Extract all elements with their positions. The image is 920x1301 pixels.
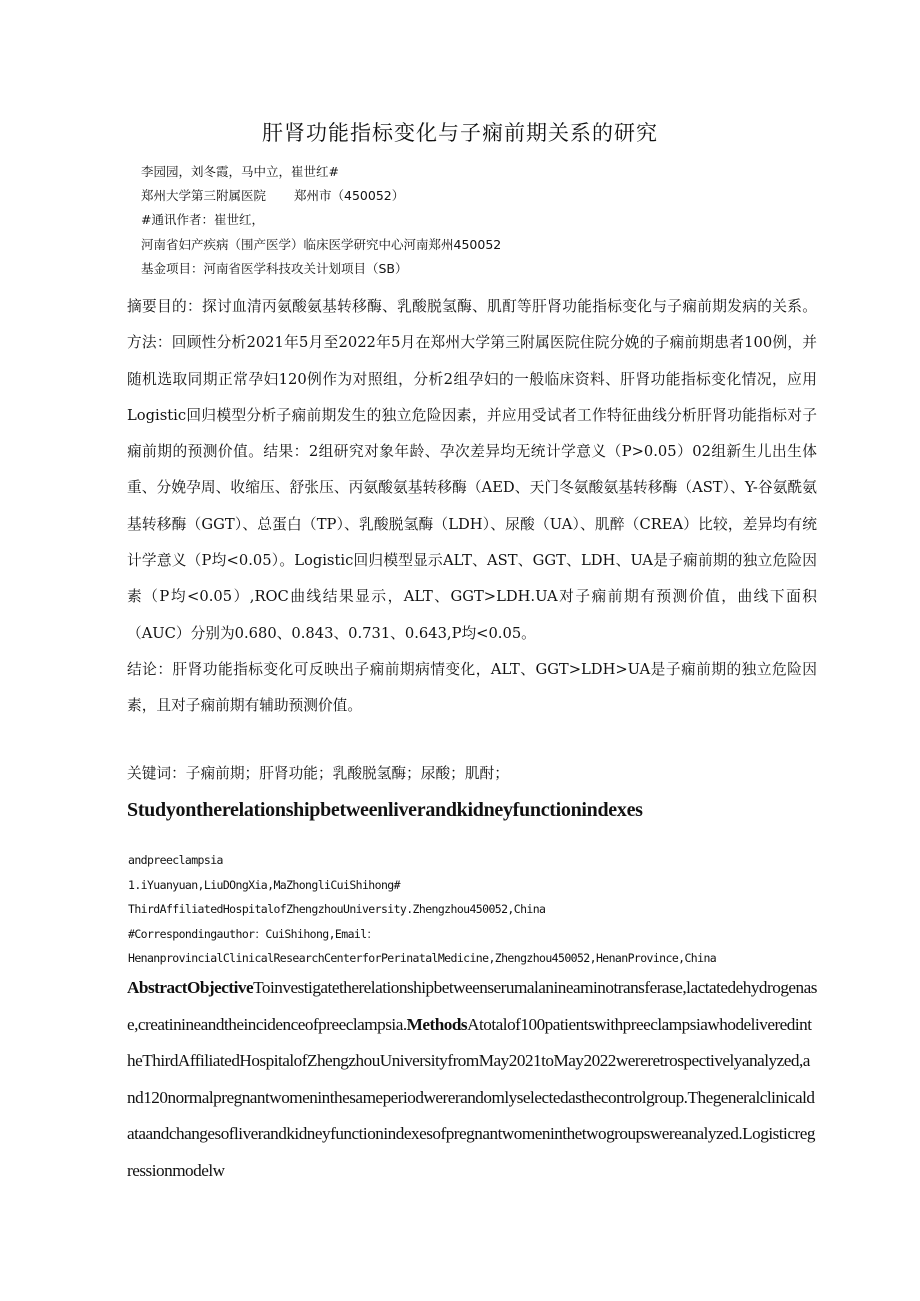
research-center-en: HenanprovincialClinicalResearchCenterforPerinatalMedicine,Zhengzhou450052,HenanProvince,China [128,951,717,965]
research-center-cn: 河南省妇产疾病（围产医学）临床医学研究中心河南郑州450052 [141,236,502,252]
affiliation-institution: 郑州大学第三附属医院 [141,188,267,204]
authors-en: 1.iYuanyuan,LiuDOngXia,MaZhongliCuiShihong# [128,877,400,892]
paper-title-en-continued: andpreeclampsia [128,853,223,867]
methods-label: Methods [406,1014,468,1034]
authors-cn: 李园园，刘冬霞，马中立，崔世红# [141,164,339,179]
author-info-block [141,160,841,281]
abstract-cn-block [127,289,817,725]
affiliation-cn [141,184,841,208]
abstract-label: Abstract [127,978,187,997]
fund-project-cn: 基金项目：河南省医学科技攻关计划项目（SB） [141,260,408,276]
affiliation-en: ThirdAffiliatedHospitalofZhengzhouUniversity.Zhengzhou450052,China [128,902,546,916]
objective-text: Toinvestigatetherelationshipbetweenserumalanineaminotransferase,lactatedehydrogenase,creatinineandtheincidenceofpreeclampsia. [127,978,817,1034]
methods-text: Atotalof100patientswithpreeclampsiawhodeliveredintheThirdAffiliatedHospitalofZhengzhouUniversityfromMay2021toMay2022wereretrospectivelyanalyzed,and120normalpregnantwomeninthesameperiodwererandomlyselectedasthecontrolgroup.Thegeneralclinicaldataandchangesofliverandkidneyfunctionindexesofpregnantwomeninthetwogroupswereanalyzed.Logisticregressionmodelw [127,1014,815,1180]
author-info-block-en [128,848,828,971]
keywords-cn: 关键词：子痫前期；肝肾功能；乳酸脱氢酶；尿酸；肌酎； [127,765,509,782]
paper-title: 肝肾功能指标变化与子痫前期关系的研究 [262,121,658,145]
conclusion-cn-text: 结论：肝肾功能指标变化可反映出子痫前期病情变化，ALT、GGT>LDH>UA是子痫前期的独立危险因素，且对子痫前期有辅助预测价值。 [127,660,817,715]
affiliation-city: 郑州市（450052） [294,188,405,204]
abstract-en-block [127,970,817,1189]
corresponding-author-cn: #通讯作者：崔世红， [141,212,264,228]
corresponding-author-en: #Correspondingauthor：CuiShihong,Email： [128,926,378,941]
paper-title-en: Studyontherelationshipbetweenliverandkidneyfunctionindexes [127,799,643,821]
objective-label: Objective [186,978,254,997]
abstract-cn-text: 摘要目的：探讨血清丙氨酸氨基转移酶、乳酸脱氢酶、肌酊等肝肾功能指标变化与子痫前期发病的关系。方法：回顾性分析2021年5月至2022年5月在郑州大学第三附属医院住院分娩的子痫前期患者100例，并随机选取同期正常孕妇120例作为对照组，分析2组孕妇的一般临床资料、肝肾功能指标变化情况，应用Logistic回归模型分析子痫前期发生的独立危险因素，并应用受试者工作特征曲线分析肝肾功能指标对子痫前期的预测价值。结果：2组研究对象年龄、孕次差异均无统计学意义（P>0.05）02组新生儿出生体重、分娩孕周、收缩压、舒张压、丙氨酸氨基转移酶（AED、天门冬氨酸氨基转移酶（AST）、Y-谷氨酰氨基转移酶（GGT）、总蛋白（TP）、乳酸脱氢酶（LDH）、尿酸（UA）、肌醉（CREA）比较，差异均有统计学意义（P均<0.05）。Logistic回归模型显示ALT、AST、GGT、LDH、UA是子痫前期的独立危险因素（P均<0.05）,ROC曲线结果显示，ALT、GGT>LDH.UA对子痫前期有预测价值，曲线下面积（AUC）分别为0.680、0.843、0.731、0.643,P均<0.05。 [127,298,817,642]
